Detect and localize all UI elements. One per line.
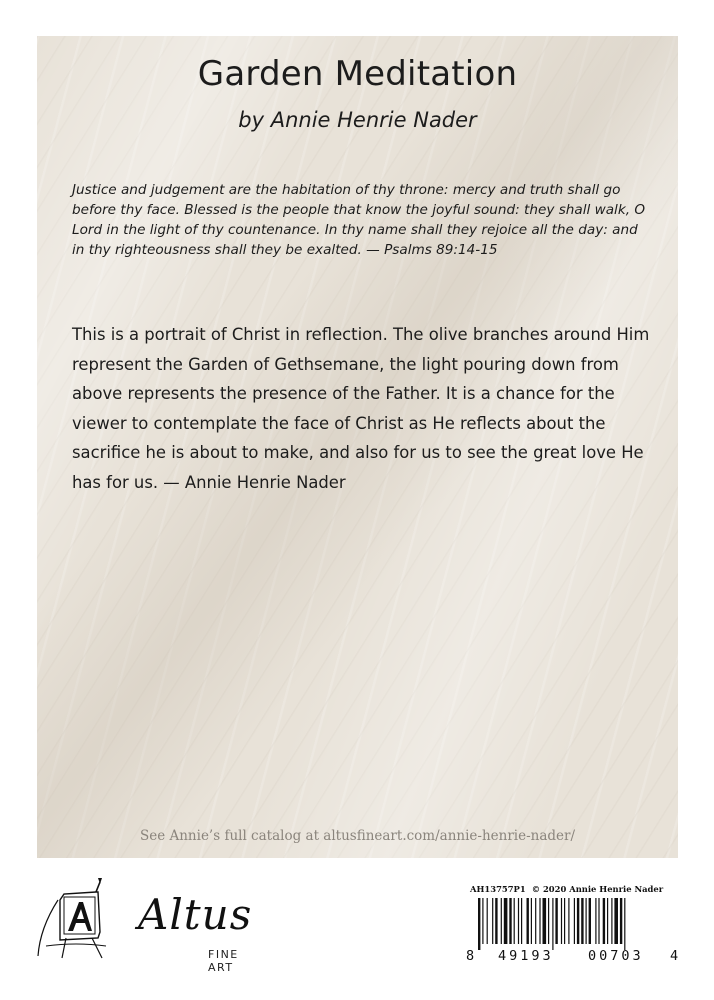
scripture-quote: Justice and judgement are the habitation of thy throne: mercy and truth shall go before thy face. Blessed is the people that know the joyful sound: they shall walk, O Lord in the light of thy countenance. In thy name shall they rejoice all the day: and in thy righteousness shall they be exalted. — Psalms 89:14-15	[72, 182, 646, 258]
barcode-bar	[482, 898, 483, 944]
barcode-bar	[564, 898, 565, 944]
barcode-bar	[589, 898, 591, 944]
logo-subtext: FINE ART	[208, 948, 239, 974]
barcode-bar	[539, 898, 540, 944]
barcode-bar	[620, 898, 622, 944]
barcode-bar	[535, 898, 536, 944]
barcode-bar	[501, 898, 502, 944]
barcode-bar	[514, 898, 515, 944]
barcode-bar	[548, 898, 549, 944]
barcode-digit-last: 4	[670, 948, 679, 964]
artwork-description: This is a portrait of Christ in reflection. The olive branches around Him represent the Garden of Gethsemane, the light pouring down from above represents the presence of the Father. It is a chance for the viewer to contemplate the face of Christ as He reflects about the sacrifice he is about to make, and also for us to see the great love He has for us. — Annie Henrie Nader	[72, 325, 650, 492]
altus-logo	[36, 876, 266, 974]
sku-code: AH13757P1	[470, 884, 526, 894]
barcode-bar	[487, 898, 488, 944]
barcode-bar	[595, 898, 596, 944]
card-back	[37, 36, 678, 858]
barcode-bar	[611, 898, 612, 944]
barcode-bar	[527, 898, 529, 944]
barcode-bar	[521, 898, 522, 944]
barcode-bar	[607, 898, 608, 944]
barcode-bar	[492, 898, 493, 944]
barcode-digit-first: 8	[466, 948, 475, 964]
barcode-bar	[495, 898, 497, 944]
barcode-bar	[509, 898, 511, 944]
barcode-bar	[561, 898, 562, 944]
barcode-bar	[555, 898, 557, 944]
barcode-group-left: 49193	[498, 948, 554, 964]
barcode-bar	[586, 898, 587, 944]
barcode-group-right: 00703	[588, 948, 644, 964]
barcode-bar	[504, 898, 508, 944]
barcode-bar	[552, 898, 553, 950]
barcode-bar	[603, 898, 605, 944]
barcode-bar	[598, 898, 599, 944]
copyright-notice: © 2020 Annie Henrie Nader	[531, 884, 664, 894]
product-info	[470, 884, 680, 894]
easel-logo-icon	[36, 876, 136, 960]
barcode-bar	[581, 898, 583, 944]
barcode-bar	[478, 898, 480, 950]
barcode-bar	[543, 898, 547, 944]
artwork-title: Garden Meditation	[197, 54, 518, 94]
barcode-bar	[568, 898, 569, 944]
barcode-bar	[624, 898, 625, 950]
barcode-bar	[577, 898, 579, 944]
barcode-icon	[466, 898, 682, 950]
barcode-bar	[574, 898, 575, 944]
barcode-bar	[614, 898, 618, 944]
barcode-bar	[531, 898, 532, 944]
catalog-note: See Annie’s full catalog at altusfineart.com/annie-henrie-nader/	[139, 828, 576, 844]
logo-wordmark: Altus	[138, 890, 253, 939]
barcode-bar	[518, 898, 519, 944]
artist-byline: by Annie Henrie Nader	[238, 108, 477, 132]
